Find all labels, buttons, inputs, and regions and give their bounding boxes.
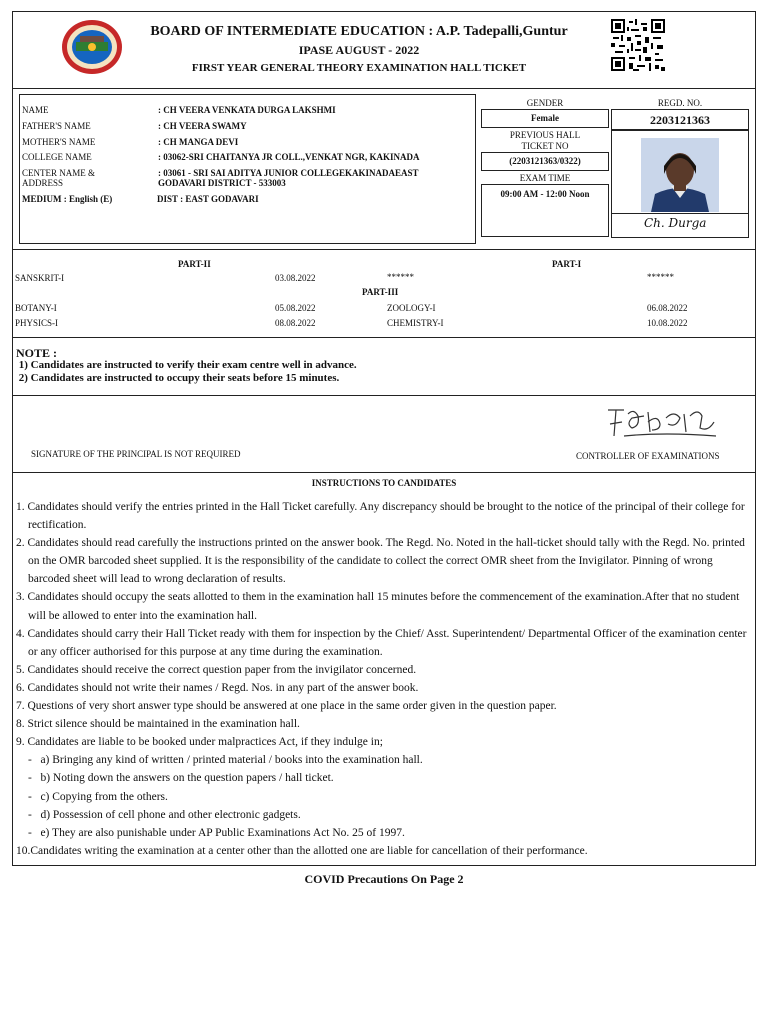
instruction-item: 7. Questions of very short answer type should be answered at one place in the same order given in the question paper. <box>16 700 557 713</box>
instruction-subitem: - d) Possession of cell phone and other electronic gadgets. <box>28 808 301 821</box>
instruction-item: 6. Candidates should not write their names / Regd. Nos. in any part of the answer book. <box>16 681 419 694</box>
subject-date: 06.08.2022 <box>647 303 688 313</box>
subject-name: PHYSICS-I <box>15 318 59 328</box>
father-label: FATHER'S NAME <box>22 121 91 131</box>
instruction-subitem: - b) Noting down the answers on the question papers / hall ticket. <box>28 772 334 785</box>
ticket-title: FIRST YEAR GENERAL THEORY EXAMINATION HALL TICKET <box>191 62 527 74</box>
part2-heading: PART-II <box>178 259 211 269</box>
gender-label: GENDER <box>526 98 564 108</box>
instructions-list <box>16 498 754 860</box>
board-title: BOARD OF INTERMEDIATE EDUCATION : A.P. Tadepalli,Guntur <box>150 24 568 39</box>
part1-heading: PART-I <box>552 259 582 269</box>
instruction-subitem: - c) Copying from the others. <box>28 790 168 803</box>
candidate-photo <box>641 138 719 212</box>
subject-date: 08.08.2022 <box>275 318 316 328</box>
note-title: NOTE : <box>16 346 58 360</box>
centre-label-2: ADDRESS <box>22 178 64 188</box>
college-label: COLLEGE NAME <box>22 152 92 162</box>
divider <box>12 395 756 396</box>
exam-session: IPASE AUGUST - 2022 <box>298 43 420 57</box>
instruction-item: 10.Candidates writing the examination at a center other than the allotted one are liable for cancellation of their performance. <box>16 844 588 857</box>
instruction-item: 3. Candidates should occupy the seats allotted to them in the examination hall 15 minutes before the commencement of the examination.After that no student will be allowed to enter into the examination hall. <box>16 591 740 622</box>
covid-precautions-note: COVID Precautions On Page 2 <box>304 872 464 886</box>
controller-signature <box>604 402 720 442</box>
regd-number: 2203121363 <box>611 109 749 130</box>
prev-ticket-label-2: TICKET NO <box>521 141 569 151</box>
subject-date: 05.08.2022 <box>275 303 316 313</box>
divider <box>12 337 756 338</box>
signature-underline <box>611 213 749 214</box>
subject-date: 03.08.2022 <box>275 273 316 283</box>
centre-value-2: GODAVARI DISTRICT - 533003 <box>158 178 286 188</box>
gender-value: Female <box>481 109 609 128</box>
district-text: DIST : EAST GODAVARI <box>157 194 259 204</box>
college-value: : 03062-SRI CHAITANYA JR COLL.,VENKAT NGR, KAKINADA <box>158 152 420 162</box>
regd-label: REGD. NO. <box>657 98 703 108</box>
mother-value: : CH MANGA DEVI <box>158 137 239 147</box>
exam-time-label: EXAM TIME <box>519 173 571 183</box>
divider <box>12 472 756 473</box>
instruction-item: 9. Candidates are liable to be booked under malpractices Act, if they indulge in; <box>16 736 383 749</box>
subject-name: BOTANY-I <box>15 303 57 313</box>
medium-text: MEDIUM : English (E) <box>22 194 113 204</box>
instruction-subitem: - a) Bringing any kind of written / printed material / books into the examination hall. <box>28 754 423 767</box>
father-value: : CH VEERA SWAMY <box>158 121 247 131</box>
divider <box>12 88 756 89</box>
prev-ticket-label-1: PREVIOUS HALL <box>509 130 581 140</box>
note-line: 1) Candidates are instructed to verify their exam centre well in advance. <box>16 359 357 371</box>
principal-signature-note: SIGNATURE OF THE PRINCIPAL IS NOT REQUIRED <box>31 449 241 459</box>
prev-ticket-value: (2203121363/0322) <box>481 152 609 171</box>
instruction-item: 5. Candidates should receive the correct question paper from the invigilator concerned. <box>16 663 417 676</box>
part1-placeholder: ****** <box>387 272 414 282</box>
centre-label-1: CENTER NAME & <box>22 168 95 178</box>
board-seal-logo <box>60 18 124 76</box>
instruction-item: 4. Candidates should carry their Hall Ticket ready with them for inspection by the Chief/ Asst. Superintendent/ Departmental Officer of the examination center or any officer authorised for this purpose at any time during the examination. <box>16 627 747 658</box>
subject-name: CHEMISTRY-I <box>387 318 444 328</box>
controller-title: CONTROLLER OF EXAMINATIONS <box>576 451 720 461</box>
name-label: NAME <box>22 105 49 115</box>
instructions-title: INSTRUCTIONS TO CANDIDATES <box>311 478 457 488</box>
instruction-item: 1. Candidates should verify the entries printed in the Hall Ticket carefully. Any discrepancy should be brought to the notice of the principal of their college for rectification. <box>16 501 745 532</box>
candidate-signature: Ch. Durga <box>644 216 707 230</box>
subject-name: SANSKRIT-I <box>15 273 65 283</box>
part3-heading: PART-III <box>362 287 399 297</box>
instruction-item: 8. Strict silence should be maintained in the examination hall. <box>16 718 300 731</box>
qr-code-icon <box>611 19 665 71</box>
exam-time-value: 09:00 AM - 12:00 Noon <box>481 184 609 237</box>
centre-value-1: : 03061 - SRI SAI ADITYA JUNIOR COLLEGEKAKINADAEAST <box>158 168 419 178</box>
mother-label: MOTHER'S NAME <box>22 137 96 147</box>
part1-placeholder: ****** <box>647 272 674 282</box>
instruction-item: 2. Candidates should read carefully the instructions printed on the answer book. The Regd. No. Noted in the hall-ticket should tally with the Regd. No. printed on the OMR barcoded sheet supplied. It is the responsibility of the candidate to collect the correct OMR sheet from the Invigilator. Pinning of wrong barcoded sheet will lead to wrong declaration of results. <box>16 537 745 586</box>
instruction-subitem: - e) They are also punishable under AP Public Examinations Act No. 25 of 1997. <box>28 826 405 839</box>
name-value: : CH VEERA VENKATA DURGA LAKSHMI <box>158 105 336 115</box>
subject-date: 10.08.2022 <box>647 318 688 328</box>
note-line: 2) Candidates are instructed to occupy their seats before 15 minutes. <box>16 372 340 384</box>
divider <box>12 249 756 250</box>
subject-name: ZOOLOGY-I <box>387 303 436 313</box>
